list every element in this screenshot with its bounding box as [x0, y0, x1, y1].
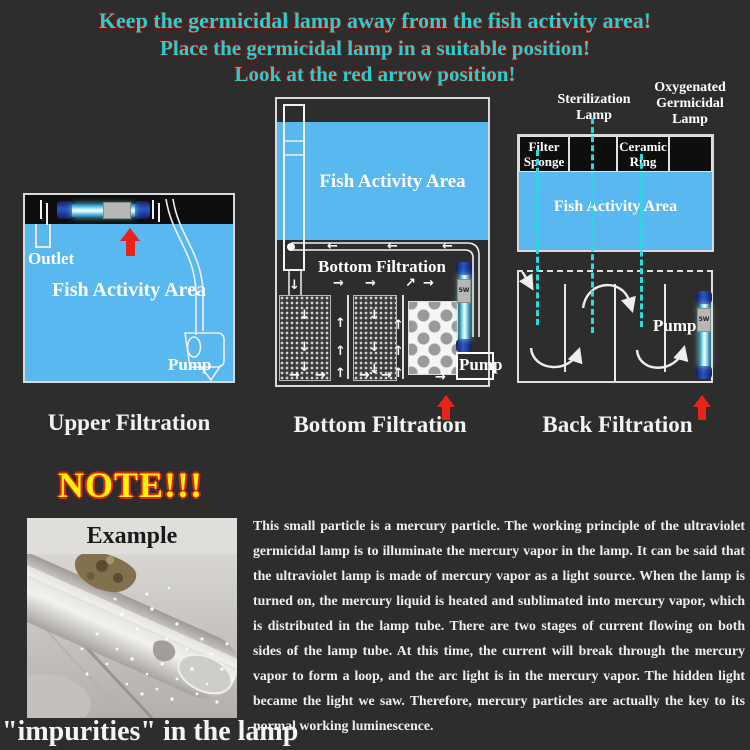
- flow-down-icon: ↓: [299, 340, 310, 355]
- lamp-cap-icon: [696, 366, 712, 379]
- pump-label: Pump: [459, 355, 503, 374]
- arrow-head: [693, 395, 711, 407]
- upper-filtration-tank: [23, 193, 235, 383]
- example-photo: [27, 518, 237, 718]
- bottom-filtration-caption: Bottom Filtration: [293, 412, 467, 437]
- label-line: Germicidal: [656, 96, 724, 111]
- arrow-head: [437, 395, 455, 407]
- flow-right-icon: →: [423, 276, 434, 291]
- lamp-tube: [459, 275, 470, 339]
- bottom-filtration-inner-label: Bottom Filtration: [318, 257, 446, 276]
- lamp-cap-icon: [456, 339, 472, 352]
- flow-up-icon: ↑: [393, 344, 404, 359]
- label-line: Sterilization: [557, 92, 631, 107]
- header-line-1: Keep the germicidal lamp away from the fish activity area!: [98, 8, 652, 33]
- header-line-3: Look at the red arrow position!: [234, 62, 516, 86]
- flow-down-icon: ↓: [369, 362, 380, 377]
- u-flow-arrow: [637, 348, 684, 368]
- lamp-tube: [699, 304, 710, 366]
- flow-up-right-icon: ↗: [405, 276, 416, 291]
- flow-left-icon: ←: [442, 239, 453, 254]
- bio-ball-block: [408, 301, 458, 375]
- header-line-2: Place the germicidal lamp in a suitable position!: [160, 36, 590, 60]
- back-filtration-caption: Back Filtration: [542, 412, 693, 437]
- flow-right-icon: →: [333, 276, 344, 291]
- flow-right-icon: →: [359, 368, 370, 383]
- flow-down-icon: ↓: [289, 278, 300, 293]
- flow-right-icon: →: [289, 368, 300, 383]
- label-line: Lamp: [672, 112, 708, 127]
- flow-up-icon: ↑: [393, 318, 404, 333]
- example-title: Example: [27, 518, 237, 554]
- filter-sponge-cell: [519, 136, 569, 172]
- lamp-cap-icon: [696, 291, 712, 304]
- oxygenated-germicidal-lamp-label: [645, 80, 735, 128]
- empty-cell: [669, 136, 712, 172]
- uv-lamp-vertical: [696, 291, 712, 379]
- flow-down-icon: ↓: [299, 360, 310, 375]
- flow-right-icon: →: [435, 370, 446, 385]
- sterilization-lamp-label: [554, 92, 634, 124]
- flow-up-icon: ↑: [393, 366, 404, 381]
- fish-activity-area-label: Fish Activity Area: [553, 198, 678, 215]
- flow-right-icon: →: [315, 368, 326, 383]
- cell-line: Ceramic: [619, 139, 667, 154]
- label-line: Oxygenated: [654, 80, 726, 95]
- sump-compartment: [517, 270, 713, 383]
- flow-down-icon: ↓: [299, 308, 310, 323]
- flow-right-icon: →: [381, 368, 392, 383]
- flow-up-icon: ↑: [335, 344, 346, 359]
- flow-left-icon: ←: [387, 239, 398, 254]
- flow-right-icon: →: [365, 276, 376, 291]
- fish-activity-area-label: Fish Activity Area: [51, 279, 207, 301]
- back-filtration-tank: [517, 134, 714, 252]
- cell-line: Ring: [629, 154, 657, 169]
- inflow-arrow: [519, 272, 532, 288]
- cell-line: Sponge: [523, 154, 565, 169]
- lamp-position-dashed-line: [640, 154, 643, 327]
- ceramic-ring-cell: [617, 136, 669, 172]
- bottom-filtration-tank: [275, 97, 490, 387]
- lamp-cap-icon: [456, 262, 472, 275]
- lamp-position-dashed-line: [536, 150, 539, 325]
- outlet-label: Outlet: [28, 249, 75, 268]
- u-flow-arrow: [531, 348, 579, 367]
- flow-down-icon: ↓: [369, 308, 380, 323]
- lamp-watt-label: 5W: [697, 308, 711, 332]
- flow-down-icon: ↓: [369, 340, 380, 355]
- pump-label: Pump: [168, 355, 212, 374]
- lamp-watt-label: 5W: [457, 279, 471, 303]
- uv-lamp-vertical: [456, 262, 472, 352]
- lamp-position-dashed-line: [591, 118, 594, 333]
- lamp-impurities-photo: [27, 554, 237, 718]
- mercury-description-text: This small particle is a mercury particle. The working principle of the ultraviolet germicidal lamp is to illuminate the mercury vapor in the lamp. It can be said that the ultraviolet lamp is made of mercury vapor as a light source. When the lamp is turned on, the mercury liquid is heated and sublimated into mercury vapor, which is distributed in the lamp tube. There are two stages of current flowing on both sides of the lamp tube. At this time, the current will break through the mercury vapor to form a loop, and the arc light is in the mercury vapor. The hidden light became the light we saw. Therefore, mercury particles are actually the key to its normal working luminescence.: [253, 518, 745, 733]
- flow-left-icon: ←: [327, 239, 338, 254]
- flow-up-icon: ↑: [335, 366, 346, 381]
- fish-activity-area-label: Fish Activity Area: [319, 171, 466, 192]
- pump-pipe-drawing: [25, 195, 233, 381]
- cell-line: Filter: [528, 139, 560, 154]
- note-heading: NOTE!!!: [58, 465, 203, 505]
- impurities-caption: "impurities" in the lamp: [2, 716, 299, 747]
- upper-filtration-caption: Upper Filtration: [47, 410, 211, 435]
- media-cell-row: [519, 136, 712, 172]
- label-line: Lamp: [576, 108, 612, 123]
- pump-label: Pump: [653, 316, 697, 335]
- flow-up-icon: ↑: [335, 316, 346, 331]
